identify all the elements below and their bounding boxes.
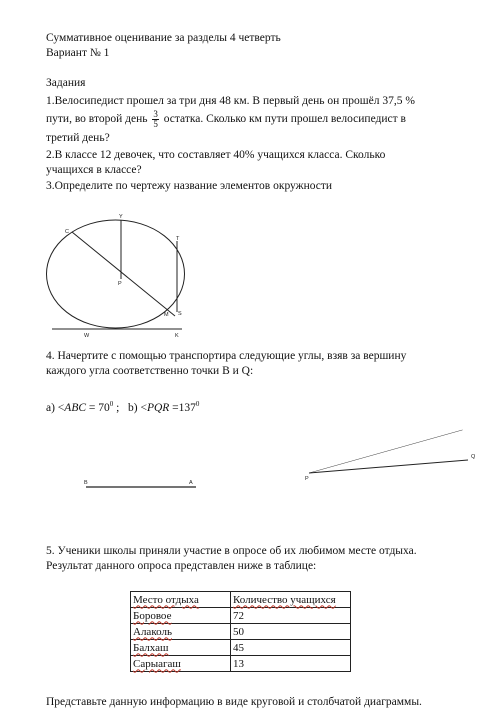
row-place-text: Балхаш: [133, 641, 169, 654]
table-header-row: [131, 592, 351, 608]
angle-label-p: P: [305, 476, 309, 482]
fraction-numerator: 3: [153, 109, 158, 119]
part-a-degree: 0: [109, 400, 114, 408]
row-place: [131, 624, 231, 640]
fraction-denominator: 5: [153, 119, 158, 129]
table-row: [131, 640, 351, 656]
part-a-value: = 70: [86, 401, 110, 414]
label-y: Y: [119, 214, 123, 220]
task5-closing: Представьте данную информацию в виде круговой и столбчатой диаграммы.: [46, 696, 422, 708]
task3-line1: 3.Определите по чертежу название элементов окружности: [46, 180, 333, 192]
label-p: P: [118, 281, 122, 287]
tasks-heading: Задания: [46, 77, 86, 89]
task1-line2-before: пути, во второй день: [46, 113, 148, 126]
row-count: 13: [231, 656, 351, 672]
label-c: C: [65, 229, 69, 235]
angle-label-b: B: [84, 480, 88, 486]
task4-line2: каждого угла соответственно точки B и Q:: [46, 365, 254, 377]
part-b-degree: 0: [195, 400, 200, 408]
label-m: M: [164, 312, 169, 318]
task1-line3: третий день?: [46, 132, 110, 144]
row-place-text: Алаколь: [133, 625, 172, 638]
label-k: K: [175, 333, 179, 339]
part-a-prefix: а) <: [46, 401, 65, 414]
task1-line1: 1.Велосипедист прошел за три дня 48 км. В первый день он прошёл 37,5 %: [46, 95, 415, 107]
part-b-value: =137: [169, 401, 196, 414]
part-a-suffix: ;: [113, 401, 120, 414]
header-place: [131, 592, 231, 608]
part-b-prefix: b) <: [127, 401, 147, 414]
row-place-text: Боровое: [133, 609, 172, 622]
survey-table: [130, 591, 351, 672]
row-place-text: Сарыагаш: [133, 657, 181, 670]
task4-line1: 4. Начертите с помощью транспортира следующие углы, взяв за вершину: [46, 350, 407, 362]
angle-label-a: A: [189, 480, 193, 486]
table-row: [131, 656, 351, 672]
row-place: [131, 640, 231, 656]
row-place: [131, 608, 231, 624]
task2-line1: 2.В классе 12 девочек, что составляет 40% учащихся класса. Сколько: [46, 149, 386, 161]
row-count: 50: [231, 624, 351, 640]
header-count-text: Количество учащихся: [233, 593, 336, 606]
task5-line2: Результат данного опроса представлен ниже в таблице:: [46, 560, 317, 572]
angle-label-q: Q: [471, 454, 476, 460]
row-count: 72: [231, 608, 351, 624]
document-title: Суммативное оценивание за разделы 4 четверть: [46, 32, 281, 44]
part-b-angle: PQR: [146, 401, 170, 414]
row-count: 45: [231, 640, 351, 656]
label-s: S: [178, 311, 182, 317]
label-t: T: [176, 236, 180, 242]
variant-label: Вариант № 1: [46, 47, 110, 59]
header-count: [231, 592, 351, 608]
table-row: [131, 608, 351, 624]
row-place: [131, 656, 231, 672]
header-place-text: Место отдыха: [133, 593, 199, 606]
task1-line2-after: остатка. Сколько км пути прошел велосипедист в: [163, 113, 406, 126]
task2-line2: учащихся в классе?: [46, 164, 142, 176]
task5-line1: 5. Ученики школы приняли участие в опросе об их любимом месте отдыха.: [46, 545, 417, 557]
part-a-angle: ABC: [64, 401, 87, 414]
table-row: [131, 624, 351, 640]
label-w: W: [84, 333, 90, 339]
